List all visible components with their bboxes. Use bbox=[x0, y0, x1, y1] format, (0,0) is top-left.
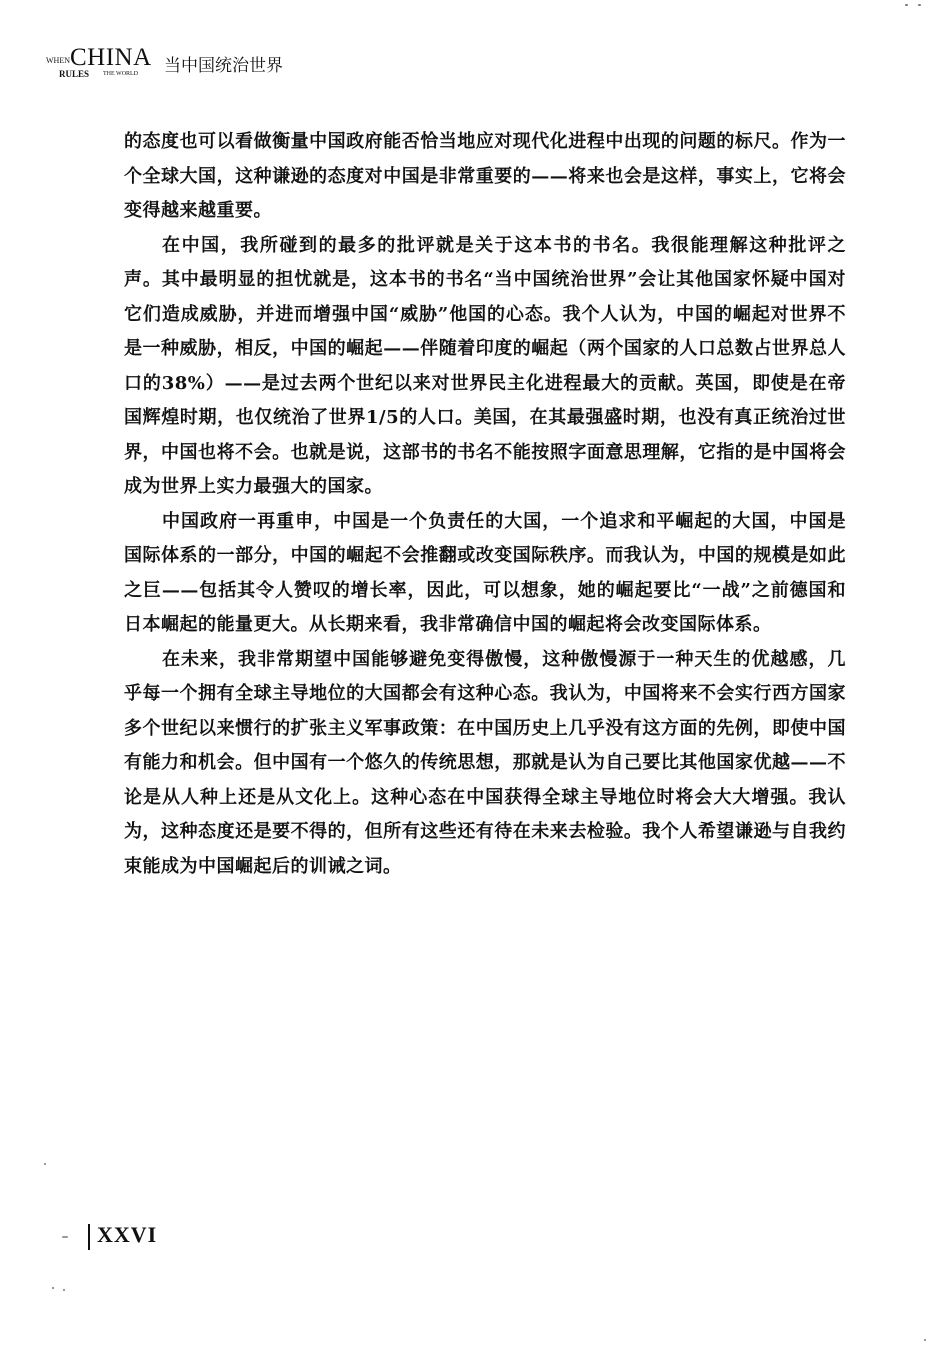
scan-speck bbox=[63, 1289, 65, 1291]
running-header bbox=[46, 44, 446, 84]
paragraph: 在中国，我所碰到的最多的批评就是关于这本书的书名。我很能理解这种批评之声。其中最明显的担忧就是，这本书的书名“当中国统治世界”会让其他国家怀疑中国对它们造成威胁，并进而增强中国“威胁”他国的心态。我个人认为，中国的崛起对世界不是一种威胁，相反，中国的崛起——伴随着印度的崛起（两个国家的人口总数占世界总人口的38%）——是过去两个世纪以来对世界民主化进程最大的贡献。英国，即使是在帝国辉煌时期，也仅统治了世界1/5的人口。美国，在其最强盛时期，也没有真正统治过世界，中国也将不会。也就是说，这部书的书名不能按照字面意思理解，它指的是中国将会成为世界上实力最强大的国家。 bbox=[124, 234, 846, 497]
footer-divider bbox=[88, 1224, 90, 1250]
page-number: XXVI bbox=[97, 1222, 158, 1247]
scan-speck bbox=[44, 1163, 46, 1165]
header-title: 当中国统治世界 bbox=[164, 56, 283, 76]
book-logo bbox=[46, 44, 164, 84]
scan-speck bbox=[905, 4, 908, 6]
paragraph: 在未来，我非常期望中国能够避免变得傲慢，这种傲慢源于一种天生的优越感，几乎每一个拥有全球主导地位的大国都会有这种心态。我认为，中国将来不会实行西方国家多个世纪以来惯行的扩张主义军事政策：在中国历史上几乎没有这方面的先例，即使中国有能力和机会。但中国有一个悠久的传统思想，那就是认为自己要比其他国家优越——不论是从人种上还是从文化上。这种心态在中国获得全球主导地位时将会大大增强。我认为，这种态度还是要不得的，但所有这些还有待在未来去检验。我个人希望谦逊与自我约束能成为中国崛起后的训诫之词。 bbox=[124, 648, 846, 877]
scan-speck bbox=[918, 4, 921, 6]
body-text bbox=[124, 125, 846, 884]
logo-the-world: THE WORLD bbox=[103, 71, 139, 77]
scan-speck bbox=[924, 1339, 926, 1341]
logo-rules: RULES bbox=[59, 69, 90, 79]
logo-when: WHEN bbox=[46, 56, 70, 65]
scan-speck bbox=[52, 1287, 54, 1289]
scan-speck bbox=[62, 1236, 68, 1238]
paragraph: 中国政府一再重申，中国是一个负责任的大国，一个追求和平崛起的大国，中国是国际体系的一部分，中国的崛起不会推翻或改变国际秩序。而我认为，中国的规模是如此之巨——包括其令人赞叹的增长率，因此，可以想象，她的崛起要比“一战”之前德国和日本崛起的能量更大。从长期来看，我非常确信中国的崛起将会改变国际体系。 bbox=[124, 510, 846, 635]
paragraph: 的态度也可以看做衡量中国政府能否恰当地应对现代化进程中出现的问题的标尺。作为一个全球大国，这种谦逊的态度对中国是非常重要的——将来也会是这样，事实上，它将会变得越来越重要。 bbox=[124, 131, 846, 221]
logo-china: CHINA bbox=[70, 44, 152, 71]
page-footer bbox=[88, 1222, 288, 1252]
